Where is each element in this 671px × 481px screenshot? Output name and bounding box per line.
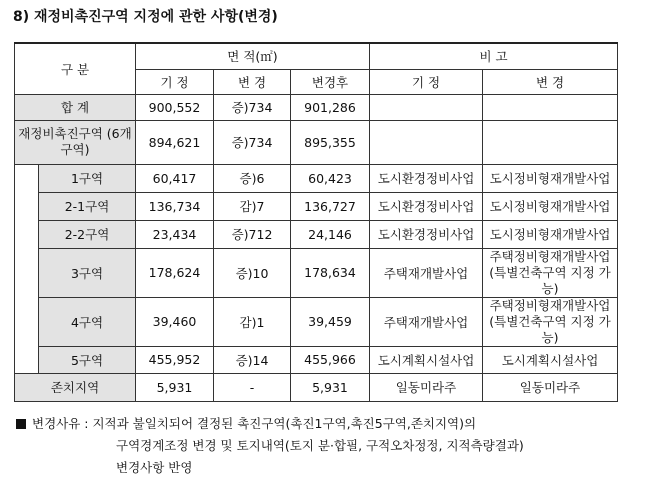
cell-existing: 894,621 [136, 120, 214, 164]
header-area: 면 적(㎡) [136, 43, 370, 69]
note-text: 변경사유 : 지적과 불일치되어 결정된 촉진구역(촉진1구역,촉진5구역,존치지역)의 [32, 416, 477, 431]
table-row-district [15, 120, 618, 164]
table-row [15, 164, 618, 192]
cell-remarks-existing: 주택재개발사업 [370, 297, 483, 346]
row-label: 합 계 [15, 94, 136, 120]
cell-after: 60,423 [291, 164, 370, 192]
cell-remarks-change [483, 120, 618, 164]
header-remarks-existing: 기 정 [370, 69, 483, 94]
section-title: 8) 재정비촉진구역 지정에 관한 사항(변경) [13, 9, 278, 25]
cell-after: 901,286 [291, 94, 370, 120]
cell-remarks-change: 주택정비형재개발사업 (특별건축구역 지정 가능) [483, 248, 618, 297]
cell-after: 178,634 [291, 248, 370, 297]
cell-after: 24,146 [291, 220, 370, 248]
cell-change: 감)7 [214, 192, 291, 220]
cell-remarks-existing: 주택재개발사업 [370, 248, 483, 297]
row-label: 재정비촉진구역 (6개구역) [15, 120, 136, 164]
cell-remarks-change: 도시정비형재개발사업 [483, 192, 618, 220]
header-category: 구 분 [15, 43, 136, 94]
cell-change: 증)734 [214, 94, 291, 120]
cell-after: 455,966 [291, 346, 370, 373]
square-bullet-icon [16, 419, 26, 429]
cell-existing: 60,417 [136, 164, 214, 192]
cell-remarks-existing: 일동미라주 [370, 373, 483, 401]
cell-remarks-change: 일동미라주 [483, 373, 618, 401]
cell-remarks-change: 주택정비형재개발사업 (특별건축구역 지정 가능) [483, 297, 618, 346]
cell-remarks-change: 도시정비형재개발사업 [483, 220, 618, 248]
note-line-3: 변경사항 반영 [116, 460, 193, 475]
table-row [15, 192, 618, 220]
table-row [15, 220, 618, 248]
header-existing: 기 정 [136, 69, 214, 94]
header-remarks: 비 고 [370, 43, 618, 69]
district-area-table [14, 42, 618, 402]
cell-existing: 136,734 [136, 192, 214, 220]
cell-change: 증)6 [214, 164, 291, 192]
cell-remarks-existing: 도시계획시설사업 [370, 346, 483, 373]
cell-remarks-change: 도시계획시설사업 [483, 346, 618, 373]
cell-remarks-existing: 도시환경정비사업 [370, 220, 483, 248]
cell-existing: 5,931 [136, 373, 214, 401]
row-label: 2-1구역 [39, 192, 136, 220]
cell-remarks-existing: 도시환경정비사업 [370, 192, 483, 220]
cell-after: 39,459 [291, 297, 370, 346]
note-line-1 [16, 414, 476, 432]
table-row [15, 248, 618, 297]
row-label: 3구역 [39, 248, 136, 297]
cell-change: 증)734 [214, 120, 291, 164]
cell-after: 5,931 [291, 373, 370, 401]
cell-existing: 39,460 [136, 297, 214, 346]
row-label: 5구역 [39, 346, 136, 373]
cell-existing: 178,624 [136, 248, 214, 297]
header-after-change: 변경후 [291, 69, 370, 94]
cell-change: - [214, 373, 291, 401]
table-row-retained [15, 373, 618, 401]
row-label: 존치지역 [15, 373, 136, 401]
cell-remarks-existing [370, 120, 483, 164]
cell-change: 증)712 [214, 220, 291, 248]
row-label: 4구역 [39, 297, 136, 346]
cell-existing: 900,552 [136, 94, 214, 120]
cell-change: 증)14 [214, 346, 291, 373]
cell-remarks-change: 도시정비형재개발사업 [483, 164, 618, 192]
table-row-total [15, 94, 618, 120]
header-change: 변 경 [214, 69, 291, 94]
header-remarks-change: 변 경 [483, 69, 618, 94]
cell-existing: 23,434 [136, 220, 214, 248]
note-line-2: 구역경계조정 변경 및 토지내역(토지 분·합필, 구적오차정정, 지적측량결과) [116, 438, 524, 453]
table-row [15, 346, 618, 373]
indent-spacer [15, 164, 39, 373]
row-label: 1구역 [39, 164, 136, 192]
cell-remarks-change [483, 94, 618, 120]
cell-change: 증)10 [214, 248, 291, 297]
cell-after: 895,355 [291, 120, 370, 164]
cell-remarks-existing: 도시환경정비사업 [370, 164, 483, 192]
cell-after: 136,727 [291, 192, 370, 220]
row-label: 2-2구역 [39, 220, 136, 248]
cell-remarks-existing [370, 94, 483, 120]
cell-existing: 455,952 [136, 346, 214, 373]
cell-change: 감)1 [214, 297, 291, 346]
table-row [15, 297, 618, 346]
